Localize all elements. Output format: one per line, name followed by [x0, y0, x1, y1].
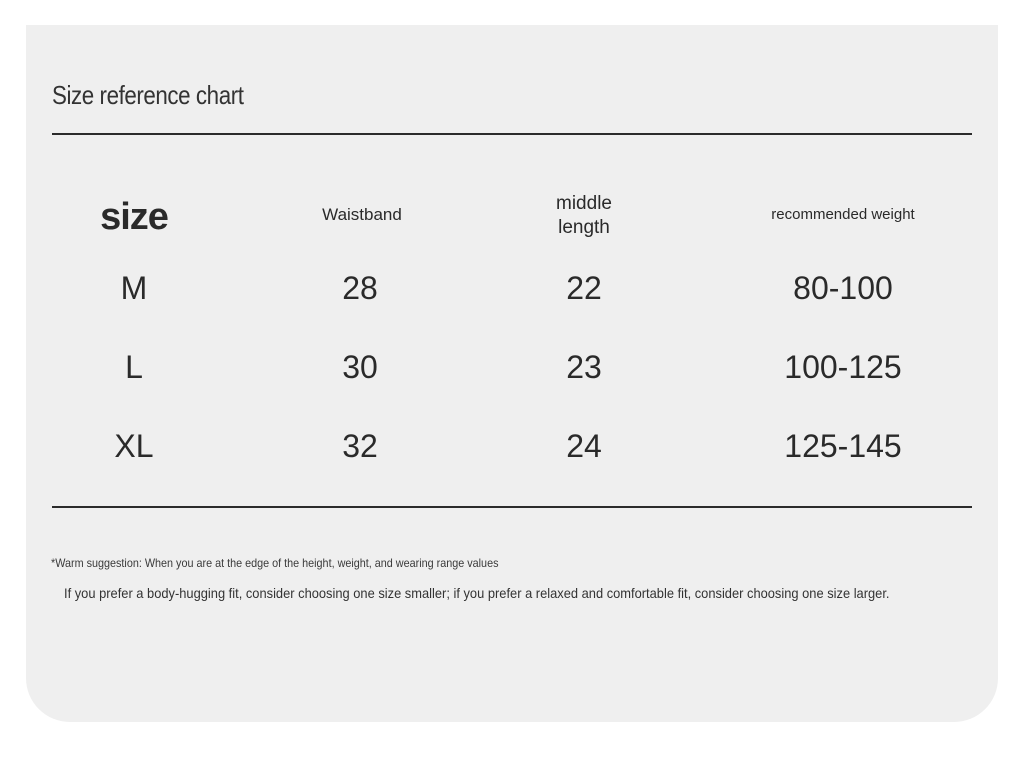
- row-xl-recommended-weight: 125-145: [784, 428, 902, 464]
- top-divider: [52, 133, 972, 135]
- header-recommended-weight: recommended weight: [771, 206, 915, 223]
- row-m-waistband: 28: [342, 270, 378, 306]
- row-m-size: M: [120, 270, 148, 306]
- header-middle-length-line2: length: [558, 217, 610, 238]
- chart-title: Size reference chart: [52, 80, 244, 110]
- warm-suggestion-note: *Warm suggestion: When you are at the edge of the height, weight, and wearing range values: [51, 556, 499, 570]
- row-m-recommended-weight: 80-100: [793, 270, 893, 306]
- row-l-recommended-weight: 100-125: [784, 349, 902, 385]
- row-xl-middle-length: 24: [566, 428, 602, 464]
- row-l-middle-length: 23: [566, 349, 602, 385]
- row-xl-waistband: 32: [342, 428, 378, 464]
- row-m-middle-length: 22: [566, 270, 602, 306]
- row-l-size: L: [125, 349, 143, 385]
- header-waistband: Waistband: [322, 205, 402, 224]
- header-middle-length-line1: middle: [556, 193, 612, 214]
- row-xl-size: XL: [114, 428, 154, 464]
- header-size: size: [100, 196, 168, 238]
- row-l-waistband: 30: [342, 349, 378, 385]
- header-middle-length: [556, 192, 612, 240]
- bottom-divider: [52, 506, 972, 508]
- fit-advice-note: If you prefer a body-hugging fit, consider choosing one size smaller; if you prefer a relaxed and comfortable fit, consider choosing one size larger.: [64, 585, 890, 601]
